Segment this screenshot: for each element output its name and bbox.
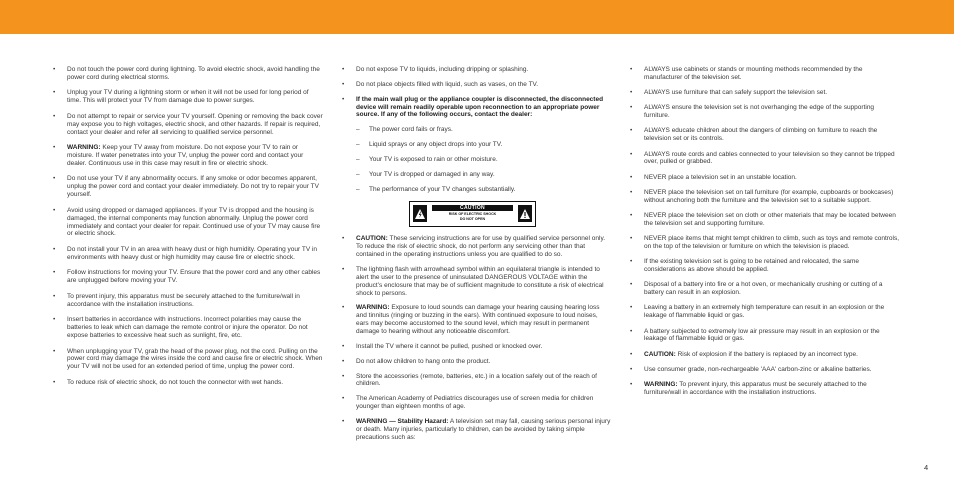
list-item [630, 151, 900, 167]
list-item [53, 379, 323, 387]
item-text: Do not allow children to hang onto the product. [356, 357, 491, 365]
safety-list-3 [630, 66, 900, 397]
list-item [342, 343, 612, 351]
column-3 [630, 66, 900, 404]
safety-list-1 [53, 66, 323, 387]
condition-item: – Liquid sprays or any object drops into your TV. [356, 141, 612, 149]
item-text: The American Academy of Pediatrics discourages use of screen media for children younger than eighteen months of age. [356, 395, 594, 411]
item-text: ALWAYS route cords and cables connected to your television so they cannot be tripped over, pulled or grabbed. [644, 150, 895, 166]
list-item [630, 189, 900, 205]
condition-item: – The performance of your TV changes substantially. [356, 186, 612, 194]
caution-line-1: RISK OF ELECTRIC SHOCK [448, 212, 497, 217]
item-text: NEVER place the television set on tall furniture (for example, cupboards or bookcases) without anchoring both the furniture and the television set to a suitable support. [644, 188, 894, 204]
page-number: 4 [924, 463, 929, 472]
list-item [342, 418, 612, 442]
item-text: Avoid using dropped or damaged appliances. If your TV is dropped and the housing is damaged, the internal components may function abnormally. Unplug the power cord immediately and contact your dealer for repair. Continued use of your TV may cause fire or electric shock. [67, 206, 321, 238]
item-text: ALWAYS ensure the television set is not overhanging the edge of the supporting furniture. [644, 104, 875, 120]
item-text: When unplugging your TV, grab the head of the power plug, not the cord. Pulling on the power cord may damage the wires inside the cord and cause fire or electric shock. When your TV will not be used for an extended period of time, unplug the power cord. [67, 347, 323, 371]
list-item [630, 328, 900, 344]
list-item [630, 304, 900, 320]
list-item [630, 104, 900, 120]
item-text: Store the accessories (remote, batteries, etc.) in a location safely out of the reach of children. [356, 372, 597, 388]
list-item [630, 174, 900, 182]
caution-heading: CAUTION [432, 205, 513, 211]
list-item [53, 113, 323, 137]
exclamation-icon [518, 205, 532, 222]
item-text: Do not install your TV in an area with heavy dust or high humidity. Operating your TV in environments with heavy dust or high humidity may cause fire or electric shock. [67, 245, 318, 261]
item-text: These servicing instructions are for use by qualified service personnel only. To reduce the risk of electric shock, do not perform any servicing other than that contained in the operating instructions unless you are qualified to do so. [356, 235, 606, 259]
list-item [53, 316, 323, 340]
list-item [630, 258, 900, 274]
list-item [53, 207, 323, 239]
list-item [342, 66, 612, 74]
item-text: If the existing television set is going to be retained and relocated, the same considerations as above should be applied. [644, 258, 859, 274]
item-text: To prevent injury, this apparatus must be securely attached to the furniture/wall in accordance with the installation instructions. [67, 292, 300, 308]
list-item [342, 81, 612, 89]
item-text: Use consumer grade, non-rechargeable 'AAA' carbon-zinc or alkaline batteries. [644, 365, 872, 373]
item-text: NEVER place the television set on cloth or other materials that may be located between the television set and supporting furniture. [644, 211, 896, 227]
item-text: Follow instructions for moving your TV. Ensure that the power cord and any other cables are unplugged before moving your TV. [67, 269, 321, 285]
coupler-warning-text: If the main wall plug or the appliance coupler is disconnected, the disconnected device will remain readily operable upon reconnection to an appropriate power source. If any of the following occurs, contact the dealer: [356, 95, 604, 119]
list-item [630, 127, 900, 143]
list-item [53, 269, 323, 285]
safety-list-2a [342, 66, 612, 89]
item-text: Do not attempt to repair or service your TV yourself. Opening or removing the back cover may expose you to high voltages, electric shock, and other hazards. If repair is required, contact your dealer and refer all servicing to qualified service personnel. [67, 112, 323, 136]
list-item [630, 281, 900, 297]
header-bar [0, 0, 954, 34]
item-text: Install the TV where it cannot be pulled, pushed or knocked over. [356, 342, 543, 350]
item-text: Insert batteries in accordance with instructions. Incorrect polarities may cause the batteries to leak which can damage the remote control or injure the operator. Do not expose batteries to excessive heat such as sunlight, fire, etc. [67, 316, 308, 339]
column-1 [53, 66, 323, 394]
emphasis-label: WARNING: [644, 381, 678, 389]
safety-list-2b [342, 235, 612, 441]
list-item [53, 293, 323, 309]
list-item [53, 144, 323, 168]
caution-text-block [432, 205, 513, 222]
safety-list-2-coupler [342, 96, 612, 195]
item-text: To reduce risk of electric shock, do not touch the connector with wet hands. [67, 378, 284, 386]
list-item [342, 235, 612, 259]
emphasis-label: CAUTION: [356, 235, 388, 243]
item-text: ALWAYS educate children about the dangers of climbing on furniture to reach the television set or its controls. [644, 127, 878, 143]
item-text: Do not expose TV to liquids, including dripping or splashing. [356, 66, 529, 73]
emphasis-label: WARNING: [67, 144, 101, 152]
list-item [630, 366, 900, 374]
item-text: Risk of explosion if the battery is replaced by an incorrect type. [675, 350, 858, 358]
item-text: Leaving a battery in an extremely high temperature can result in an explosion or the leakage of flammable liquid or gas. [644, 304, 885, 320]
item-text: To prevent injury, this apparatus must be securely attached to the furniture/wall in accordance with the installation instructions. [644, 381, 867, 396]
item-text: A battery subjected to extremely low air pressure may result in an explosion or the leakage of flammable liquid or gas. [644, 327, 880, 343]
condition-item: – The power cord fails or frays. [356, 126, 612, 134]
list-item [630, 66, 900, 82]
coupler-conditions-list [356, 126, 612, 194]
item-text: Disposal of a battery into fire or a hot oven, or mechanically crushing or cutting of a battery can result in an explosion. [644, 281, 883, 297]
condition-item: – Your TV is exposed to rain or other moisture. [356, 156, 612, 164]
lightning-icon [413, 205, 427, 222]
list-item [342, 266, 612, 298]
list-item [53, 246, 323, 262]
caution-label [409, 201, 536, 227]
item-text: ALWAYS use cabinets or stands or mounting methods recommended by the manufacturer of the television set. [644, 66, 863, 81]
list-item [342, 358, 612, 366]
list-item [630, 89, 900, 97]
list-item [342, 373, 612, 389]
item-text: Unplug your TV during a lightning storm or when it will not be used for long period of time. This will protect your TV from damage due to power surges. [67, 89, 309, 105]
coupler-warning-item [342, 96, 612, 195]
condition-item: – Your TV is dropped or damaged in any way. [356, 171, 612, 179]
list-item [53, 66, 323, 82]
item-text: ALWAYS use furniture that can safely support the television set. [644, 89, 828, 97]
item-text: Do not use your TV if any abnormality occurs. If any smoke or odor becomes apparent, unplug the power cord and contact your dealer immediately. Do not try to repair your TV yourself. [67, 175, 319, 199]
item-text: NEVER place items that might tempt children to climb, such as toys and remote controls, on the top of the television or furniture on which the television is placed. [644, 235, 900, 250]
item-text: Do not touch the power cord during lightning. To avoid electric shock, avoid handling the power cord during electrical storms. [67, 66, 320, 81]
emphasis-label: WARNING — Stability Hazard: [356, 417, 449, 425]
list-item [630, 351, 900, 359]
item-text: NEVER place a television set in an unstable location. [644, 173, 797, 181]
item-text: The lightning flash with arrowhead symbol within an equilateral triangle is intended to alert the user to the presence of uninsulated DANGEROUS VOLTAGE within the product’s enclosure that may be of sufficient magnitude to constitute a risk of electrical shock to persons. [356, 265, 604, 297]
list-item [53, 89, 323, 105]
list-item [342, 304, 612, 336]
item-text: A television set may fall, causing serious personal injury or death. Many injuries, particularly to children, can be avoided by taking simple precautions such as: [356, 417, 611, 441]
emphasis-label: CAUTION: [644, 350, 676, 358]
list-item [53, 175, 323, 199]
list-item [53, 348, 323, 372]
caution-line-2: DO NOT OPEN [459, 216, 486, 221]
item-text: Keep your TV away from moisture. Do not expose your TV to rain or moisture. If water penetrates into your TV, unplug the power cord and contact your dealer. Continuous use in this case may result in fire or electric shock. [67, 144, 304, 167]
item-text: Do not place objects filled with liquid, such as vases, on the TV. [356, 80, 539, 88]
list-item [630, 212, 900, 228]
list-item [630, 381, 900, 397]
item-text: Exposure to loud sounds can damage your hearing causing hearing loss and tinnitus (ringing or buzzing in the ears). With continued exposure to loud noises, ears may become accustomed to the sound level, which may result in permanent damage to hearing without any noticeable discomfort. [356, 304, 600, 336]
list-item [342, 395, 612, 411]
emphasis-label: WARNING: [356, 304, 390, 312]
list-item [630, 235, 900, 251]
column-2 [342, 66, 612, 449]
